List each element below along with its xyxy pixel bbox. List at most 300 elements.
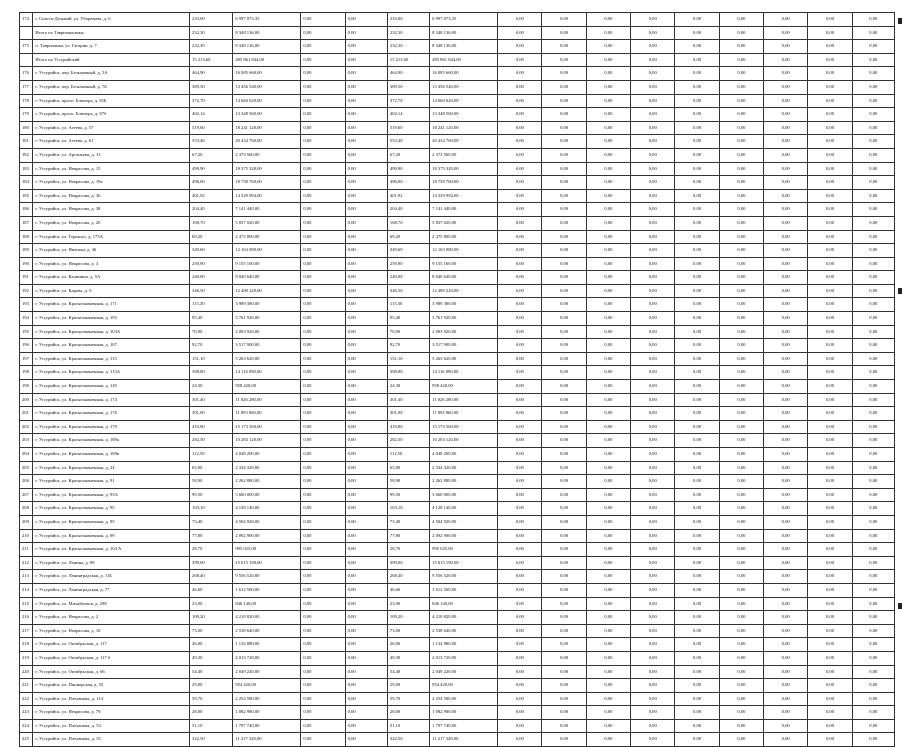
area-cell: 372,70	[190, 94, 233, 108]
value-cell: 0,00	[631, 434, 675, 448]
value-cell: 0,00	[808, 135, 852, 149]
cost-cell: 3 761 920,00	[430, 312, 498, 326]
value-cell: 0,00	[586, 244, 630, 258]
value-cell: 0,00	[764, 611, 808, 625]
value-cell: 0,00	[498, 638, 542, 652]
value-cell: 0,00	[301, 448, 345, 462]
value-cell: 0,00	[764, 665, 808, 679]
value-cell: 0,00	[498, 94, 542, 108]
value-cell: 0,00	[498, 611, 542, 625]
value-cell: 0,00	[631, 257, 675, 271]
value-cell: 0,00	[586, 271, 630, 285]
cost-cell: 954 420,00	[430, 679, 498, 693]
value-cell: 0,00	[719, 135, 763, 149]
value-cell: 0,00	[345, 461, 387, 475]
value-cell: 0,00	[675, 162, 719, 176]
value-cell: 0,00	[498, 502, 542, 516]
value-cell: 0,00	[586, 148, 630, 162]
value-cell: 0,00	[498, 393, 542, 407]
address-cell: г. Уссурийск, просп. Блюхера, д. 87б	[33, 108, 190, 122]
cost-cell: 4 048 200,00	[430, 448, 498, 462]
value-cell: 0,00	[631, 448, 675, 462]
table-row	[20, 706, 895, 720]
area-cell: 29,00	[387, 679, 429, 693]
address-cell: г. Уссурийск, ул. Некрасова, д. 19а	[33, 176, 190, 190]
value-cell: 0,00	[808, 325, 852, 339]
value-cell: 0,00	[852, 94, 894, 108]
value-cell: 0,00	[852, 53, 894, 67]
value-cell: 0,00	[852, 543, 894, 557]
value-cell: 0,00	[631, 40, 675, 54]
area-cell: 204,40	[190, 203, 233, 217]
value-cell: 0,00	[631, 583, 675, 597]
value-cell: 0,00	[808, 339, 852, 353]
value-cell: 0,00	[345, 488, 387, 502]
value-cell: 0,00	[764, 448, 808, 462]
value-cell: 0,00	[675, 216, 719, 230]
value-cell: 0,00	[542, 298, 586, 312]
value-cell: 0,00	[301, 570, 345, 584]
table-row	[20, 366, 895, 380]
value-cell: 0,00	[542, 475, 586, 489]
value-cell: 0,00	[764, 692, 808, 706]
value-cell: 0,00	[675, 298, 719, 312]
table-row	[20, 339, 895, 353]
value-cell: 0,00	[764, 543, 808, 557]
value-cell: 0,00	[498, 135, 542, 149]
cost-cell: 1 082 980,00	[233, 706, 301, 720]
value-cell: 0,00	[852, 216, 894, 230]
value-cell: 0,00	[586, 352, 630, 366]
value-cell: 0,00	[764, 339, 808, 353]
table-row	[20, 515, 895, 529]
value-cell: 0,00	[631, 679, 675, 693]
address-cell: г. Уссурийск, ул. Краснознаменная, д. 107	[33, 339, 190, 353]
value-cell: 0,00	[719, 325, 763, 339]
cost-cell: 5 837 020,00	[430, 216, 498, 230]
value-cell: 0,00	[586, 393, 630, 407]
cost-cell: 4 504 920,00	[233, 515, 301, 529]
value-cell: 0,00	[586, 611, 630, 625]
row-number-cell: 198	[20, 366, 33, 380]
cost-cell: 3 660 000,00	[233, 488, 301, 502]
row-number-cell: 178	[20, 94, 33, 108]
area-cell: 389,50	[387, 80, 429, 94]
cost-cell: 1 612 560,00	[233, 583, 301, 597]
value-cell: 0,00	[764, 407, 808, 421]
row-number-cell: 206	[20, 475, 33, 489]
value-cell: 0,00	[719, 638, 763, 652]
area-cell: 73,40	[387, 515, 429, 529]
value-cell: 0,00	[301, 719, 345, 733]
value-cell: 0,00	[301, 393, 345, 407]
value-cell: 0,00	[852, 515, 894, 529]
cost-cell: 2 003 920,00	[430, 325, 498, 339]
value-cell: 0,00	[852, 176, 894, 190]
value-cell: 0,00	[764, 53, 808, 67]
area-cell: 109,20	[190, 611, 233, 625]
value-cell: 0,00	[764, 108, 808, 122]
value-cell: 0,00	[498, 515, 542, 529]
address-cell: г. Уссурийск, ул. Краснознаменная, д. 95	[33, 515, 190, 529]
value-cell: 0,00	[586, 121, 630, 135]
value-cell: 0,00	[301, 26, 345, 40]
value-cell: 0,00	[719, 597, 763, 611]
address-cell: г. Уссурийск, ул. Краснознаменная, д. 193	[33, 312, 190, 326]
value-cell: 0,00	[301, 352, 345, 366]
value-cell: 0,00	[345, 257, 387, 271]
area-cell: 15 213,60	[387, 53, 429, 67]
area-cell: 232,30	[190, 26, 233, 40]
value-cell: 0,00	[498, 298, 542, 312]
value-cell: 0,00	[719, 624, 763, 638]
area-cell: 103,10	[387, 502, 429, 516]
area-cell: 398,80	[190, 366, 233, 380]
value-cell: 0,00	[498, 448, 542, 462]
value-cell: 0,00	[542, 366, 586, 380]
value-cell: 0,00	[719, 148, 763, 162]
area-cell: 54,40	[190, 665, 233, 679]
value-cell: 0,00	[345, 176, 387, 190]
value-cell: 0,00	[498, 543, 542, 557]
value-cell: 0,00	[301, 515, 345, 529]
table-row	[20, 665, 895, 679]
value-cell: 0,00	[764, 366, 808, 380]
value-cell: 0,00	[808, 121, 852, 135]
value-cell: 0,00	[719, 230, 763, 244]
area-cell: 15 213,60	[190, 53, 233, 67]
row-number-cell: 210	[20, 529, 33, 543]
address-cell: г. Уссурийск, ул. Краснознаменная, д. 95	[33, 502, 190, 516]
value-cell: 0,00	[498, 651, 542, 665]
value-cell: 0,00	[586, 257, 630, 271]
value-cell: 0,00	[808, 380, 852, 394]
value-cell: 0,00	[586, 339, 630, 353]
value-cell: 0,00	[764, 434, 808, 448]
cost-cell: 18 739 760,00	[430, 176, 498, 190]
area-cell: 240,00	[387, 271, 429, 285]
value-cell: 0,00	[586, 434, 630, 448]
cost-cell: 11 826 280,00	[233, 393, 301, 407]
value-cell: 0,00	[719, 352, 763, 366]
cost-cell: 1 797 740,00	[233, 719, 301, 733]
area-cell: 519,60	[190, 121, 233, 135]
value-cell: 0,00	[675, 380, 719, 394]
value-cell: 0,00	[675, 325, 719, 339]
value-cell: 0,00	[586, 312, 630, 326]
row-number-cell: 212	[20, 556, 33, 570]
value-cell: 0,00	[852, 624, 894, 638]
area-cell: 399,00	[387, 556, 429, 570]
value-cell: 0,00	[675, 366, 719, 380]
area-cell: 46,60	[190, 583, 233, 597]
cost-cell: 2 373 560,00	[233, 148, 301, 162]
value-cell: 0,00	[345, 244, 387, 258]
cost-cell: 14 660 020,00	[430, 94, 498, 108]
value-cell: 0,00	[345, 366, 387, 380]
value-cell: 0,00	[764, 284, 808, 298]
value-cell: 0,00	[719, 80, 763, 94]
address-cell: г. Уссурийск, пер. Бельмачный, д. 7Б	[33, 80, 190, 94]
area-cell: 99,50	[190, 488, 233, 502]
area-cell: 28,00	[190, 706, 233, 720]
value-cell: 0,00	[675, 679, 719, 693]
value-cell: 0,00	[719, 189, 763, 203]
value-cell: 0,00	[852, 570, 894, 584]
value-cell: 0,00	[301, 203, 345, 217]
value-cell: 0,00	[301, 148, 345, 162]
value-cell: 0,00	[764, 651, 808, 665]
value-cell: 0,00	[586, 26, 630, 40]
row-number-cell: 180	[20, 121, 33, 135]
value-cell: 0,00	[675, 230, 719, 244]
value-cell: 0,00	[719, 339, 763, 353]
row-number-cell: 224	[20, 719, 33, 733]
value-cell: 0,00	[542, 135, 586, 149]
value-cell: 0,00	[586, 67, 630, 81]
value-cell: 0,00	[542, 271, 586, 285]
area-cell: 499,90	[190, 162, 233, 176]
value-cell: 0,00	[498, 706, 542, 720]
row-number-cell: 192	[20, 284, 33, 298]
value-cell: 0,00	[345, 26, 387, 40]
value-cell: 0,00	[808, 352, 852, 366]
value-cell: 0,00	[852, 679, 894, 693]
cost-cell: 485 861 844,00	[233, 53, 301, 67]
table-row	[20, 325, 895, 339]
value-cell: 0,00	[675, 733, 719, 747]
value-cell: 0,00	[852, 26, 894, 40]
value-cell: 0,00	[345, 597, 387, 611]
address-cell: г. Уссурийск, ул. Пионерская, д. 55	[33, 679, 190, 693]
area-cell: 77,80	[190, 529, 233, 543]
value-cell: 0,00	[631, 515, 675, 529]
address-cell: г. Уссурийск, ул. Плеханова, д. 53	[33, 719, 190, 733]
value-cell: 0,00	[852, 80, 894, 94]
cost-cell: 5 837 020,00	[233, 216, 301, 230]
value-cell: 0,00	[301, 339, 345, 353]
cost-cell: 1 134 880,00	[430, 638, 498, 652]
value-cell: 0,00	[808, 216, 852, 230]
cost-cell: 4 048 200,00	[233, 448, 301, 462]
address-cell: г. Уссурийск, ул. Некрасова, д. 36	[33, 189, 190, 203]
row-number-cell: 222	[20, 692, 33, 706]
cost-cell: 18 241 120,00	[233, 121, 301, 135]
value-cell: 0,00	[852, 13, 894, 27]
cost-cell: 6 997 073,35	[233, 13, 301, 27]
row-number-cell: 183	[20, 162, 33, 176]
row-number-cell: 216	[20, 611, 33, 625]
value-cell: 0,00	[631, 393, 675, 407]
value-cell: 0,00	[498, 271, 542, 285]
address-cell: г. Уссурийск, ул. Краснознаменная, д. 93А	[33, 488, 190, 502]
value-cell: 0,00	[808, 393, 852, 407]
value-cell: 0,00	[852, 461, 894, 475]
value-cell: 0,00	[542, 515, 586, 529]
value-cell: 0,00	[631, 556, 675, 570]
value-cell: 0,00	[498, 679, 542, 693]
area-cell: 282,50	[190, 434, 233, 448]
cost-cell: 1 134 880,00	[233, 638, 301, 652]
value-cell: 0,00	[631, 94, 675, 108]
value-cell: 0,00	[852, 638, 894, 652]
area-cell: 232,30	[387, 40, 429, 54]
address-cell: г. Уссурийск, ул. Ленина, д. 89	[33, 556, 190, 570]
value-cell: 0,00	[675, 529, 719, 543]
value-cell: 0,00	[719, 366, 763, 380]
value-cell: 0,00	[808, 257, 852, 271]
value-cell: 0,00	[345, 529, 387, 543]
value-cell: 0,00	[586, 475, 630, 489]
value-cell: 0,00	[586, 203, 630, 217]
value-cell: 0,00	[301, 284, 345, 298]
value-cell: 0,00	[631, 420, 675, 434]
value-cell: 0,00	[498, 352, 542, 366]
table-row	[20, 176, 895, 190]
value-cell: 0,00	[808, 80, 852, 94]
value-cell: 0,00	[852, 230, 894, 244]
value-cell: 0,00	[586, 13, 630, 27]
cost-cell: 2 334 320,00	[430, 461, 498, 475]
area-cell: 23,90	[387, 597, 429, 611]
row-number-cell: 176	[20, 67, 33, 81]
value-cell: 0,00	[764, 461, 808, 475]
table-row	[20, 94, 895, 108]
value-cell: 0,00	[301, 624, 345, 638]
value-cell: 0,00	[542, 339, 586, 353]
value-cell: 0,00	[345, 312, 387, 326]
value-cell: 0,00	[542, 13, 586, 27]
value-cell: 0,00	[498, 692, 542, 706]
value-cell: 0,00	[345, 448, 387, 462]
cost-cell: 4 128 140,00	[233, 502, 301, 516]
value-cell: 0,00	[542, 570, 586, 584]
table-row	[20, 461, 895, 475]
value-cell: 0,00	[301, 216, 345, 230]
cost-cell: 995 025,00	[430, 543, 498, 557]
value-cell: 0,00	[675, 26, 719, 40]
area-cell: 301,40	[387, 393, 429, 407]
value-cell: 0,00	[852, 502, 894, 516]
value-cell: 0,00	[852, 733, 894, 747]
value-cell: 0,00	[852, 148, 894, 162]
cost-cell: 3 989 380,00	[430, 298, 498, 312]
value-cell: 0,00	[586, 366, 630, 380]
value-cell: 0,00	[675, 189, 719, 203]
value-cell: 0,00	[586, 162, 630, 176]
value-cell: 0,00	[301, 189, 345, 203]
cost-cell: 3 517 900,00	[233, 339, 301, 353]
value-cell: 0,00	[764, 148, 808, 162]
cost-cell: 13 348 560,00	[233, 108, 301, 122]
value-cell: 0,00	[675, 148, 719, 162]
value-cell: 0,00	[301, 53, 345, 67]
address-cell: г. Уссурийск, ул. Ивасика, д. 46	[33, 244, 190, 258]
row-number-cell: 203	[20, 434, 33, 448]
area-cell: 496,00	[190, 176, 233, 190]
value-cell: 0,00	[631, 611, 675, 625]
value-cell: 0,00	[631, 325, 675, 339]
cost-cell: 958 420,00	[430, 380, 498, 394]
value-cell: 0,00	[586, 407, 630, 421]
area-cell: 29,00	[190, 679, 233, 693]
value-cell: 0,00	[675, 108, 719, 122]
area-cell: 232,30	[387, 26, 429, 40]
value-cell: 0,00	[345, 692, 387, 706]
value-cell: 0,00	[764, 230, 808, 244]
value-cell: 0,00	[675, 67, 719, 81]
row-number-cell: 190	[20, 257, 33, 271]
value-cell: 0,00	[675, 448, 719, 462]
value-cell: 0,00	[586, 420, 630, 434]
value-cell: 0,00	[345, 543, 387, 557]
value-cell: 0,00	[542, 651, 586, 665]
cost-cell: 4 210 820,00	[430, 611, 498, 625]
value-cell: 0,00	[808, 244, 852, 258]
address-cell: г. Уссурийск, ул. Калинина, д. 5А	[33, 271, 190, 285]
value-cell: 0,00	[498, 719, 542, 733]
table-row	[20, 570, 895, 584]
value-cell: 0,00	[764, 271, 808, 285]
value-cell: 0,00	[631, 108, 675, 122]
value-cell: 0,00	[719, 475, 763, 489]
value-cell: 0,00	[498, 366, 542, 380]
value-cell: 0,00	[498, 244, 542, 258]
row-number-cell: 182	[20, 148, 33, 162]
area-cell: 259,90	[387, 257, 429, 271]
cost-cell: 8 040 640,00	[233, 271, 301, 285]
value-cell: 0,00	[498, 733, 542, 747]
value-cell: 0,00	[675, 271, 719, 285]
value-cell: 0,00	[301, 366, 345, 380]
value-cell: 0,00	[852, 271, 894, 285]
cost-cell: 12 480 220,00	[430, 284, 498, 298]
value-cell: 0,00	[852, 651, 894, 665]
value-cell: 0,00	[675, 692, 719, 706]
value-cell: 0,00	[808, 679, 852, 693]
table-row	[20, 679, 895, 693]
row-number-cell: 197	[20, 352, 33, 366]
value-cell: 0,00	[301, 380, 345, 394]
value-cell: 0,00	[852, 135, 894, 149]
value-cell: 0,00	[301, 13, 345, 27]
area-cell: 23,90	[190, 597, 233, 611]
value-cell: 0,00	[675, 420, 719, 434]
value-cell: 0,00	[631, 67, 675, 81]
table-row	[20, 80, 895, 94]
area-cell: 349,60	[190, 244, 233, 258]
value-cell: 0,00	[301, 40, 345, 54]
table-row	[20, 733, 895, 747]
value-cell: 0,00	[586, 94, 630, 108]
value-cell: 0,00	[852, 448, 894, 462]
value-cell: 0,00	[852, 244, 894, 258]
area-cell: 349,60	[387, 244, 429, 258]
value-cell: 0,00	[675, 651, 719, 665]
row-number-cell: 218	[20, 638, 33, 652]
address-cell: г. Уссурийск, ул. Ленинградская, д. 77	[33, 583, 190, 597]
row-number-cell: 191	[20, 271, 33, 285]
value-cell: 0,00	[542, 692, 586, 706]
cost-cell: 2 475 800,00	[233, 230, 301, 244]
cost-cell: 2 538 640,00	[233, 624, 301, 638]
value-cell: 0,00	[675, 638, 719, 652]
value-cell: 0,00	[631, 244, 675, 258]
value-cell: 0,00	[631, 148, 675, 162]
value-cell: 0,00	[301, 488, 345, 502]
value-cell: 0,00	[542, 665, 586, 679]
value-cell: 0,00	[345, 624, 387, 638]
